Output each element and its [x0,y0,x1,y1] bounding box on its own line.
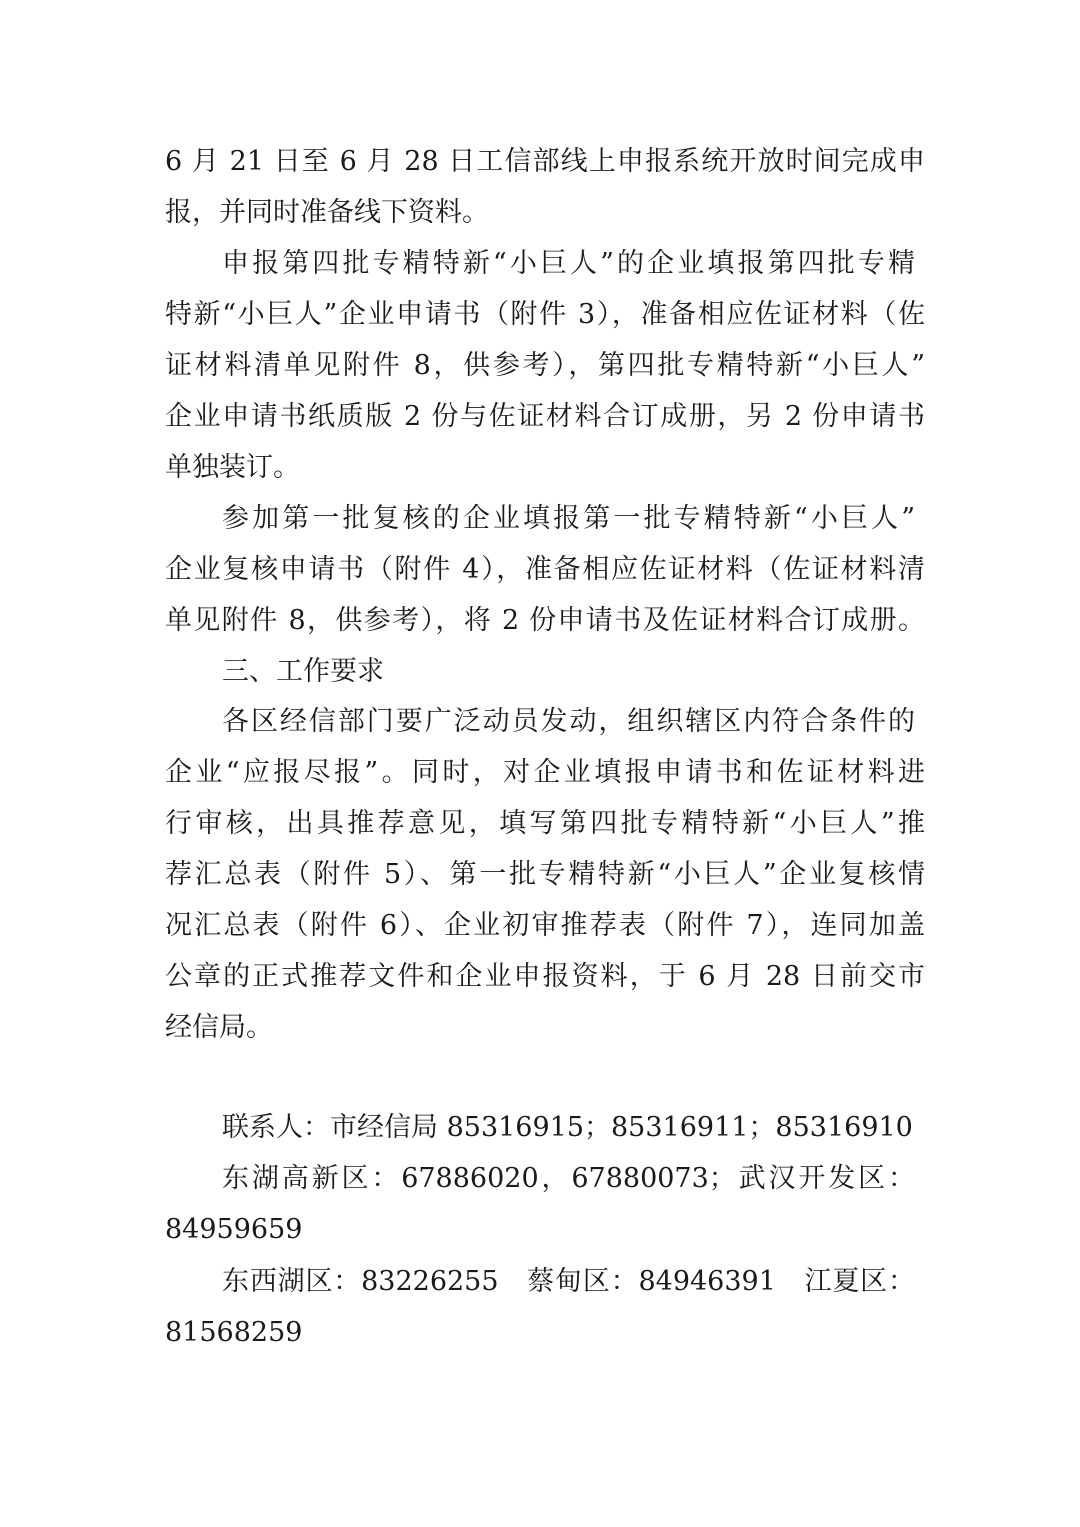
paragraph-line: 特新“小巨人”企业申请书（附件 3），准备相应佐证材料（佐 [165,299,925,330]
paragraph-line: 6 月 21 日至 6 月 28 日工信部线上申报系统开放时间完成申 [165,146,925,177]
section-heading: 三、工作要求 [222,656,384,687]
paragraph-line: 证材料清单见附件 8，供参考），第四批专精特新“小巨人” [165,350,925,381]
paragraph-line: 报，并同时准备线下资料。 [165,197,489,228]
paragraph-line: 企业申请书纸质版 2 份与佐证材料合订成册，另 2 份申请书 [165,401,925,432]
contact-line: 东西湖区：83226255 蔡甸区：84946391 江夏区： [222,1266,915,1297]
paragraph-line: 单见附件 8，供参考），将 2 份申请书及佐证材料合订成册。 [165,605,925,636]
contact-line: 81568259 [165,1317,303,1348]
paragraph-line: 公章的正式推荐文件和企业申报资料，于 6 月 28 日前交市 [165,961,925,992]
paragraph-line: 企业“应报尽报”。同时，对企业填报申请书和佐证材料进 [165,757,925,788]
paragraph-line: 行审核，出具推荐意见，填写第四批专精特新“小巨人”推 [165,808,925,839]
paragraph-line: 况汇总表（附件 6）、企业初审推荐表（附件 7），连同加盖 [165,910,925,941]
contact-line: 联系人：市经信局 85316915；85316911；85316910 [222,1112,913,1143]
contact-line: 84959659 [165,1214,303,1245]
contact-line: 东湖高新区：67886020，67880073；武汉开发区： [222,1163,915,1194]
paragraph-line: 申报第四批专精特新“小巨人”的企业填报第四批专精 [222,248,915,279]
paragraph-line: 经信局。 [165,1012,273,1043]
paragraph-line: 各区经信部门要广泛动员发动，组织辖区内符合条件的 [222,706,915,737]
paragraph-line: 荐汇总表（附件 5）、第一批专精特新“小巨人”企业复核情 [165,859,925,890]
paragraph-line: 参加第一批复核的企业填报第一批专精特新“小巨人” [222,503,915,534]
paragraph-line: 企业复核申请书（附件 4），准备相应佐证材料（佐证材料清 [165,554,925,585]
paragraph-line: 单独装订。 [165,452,300,483]
